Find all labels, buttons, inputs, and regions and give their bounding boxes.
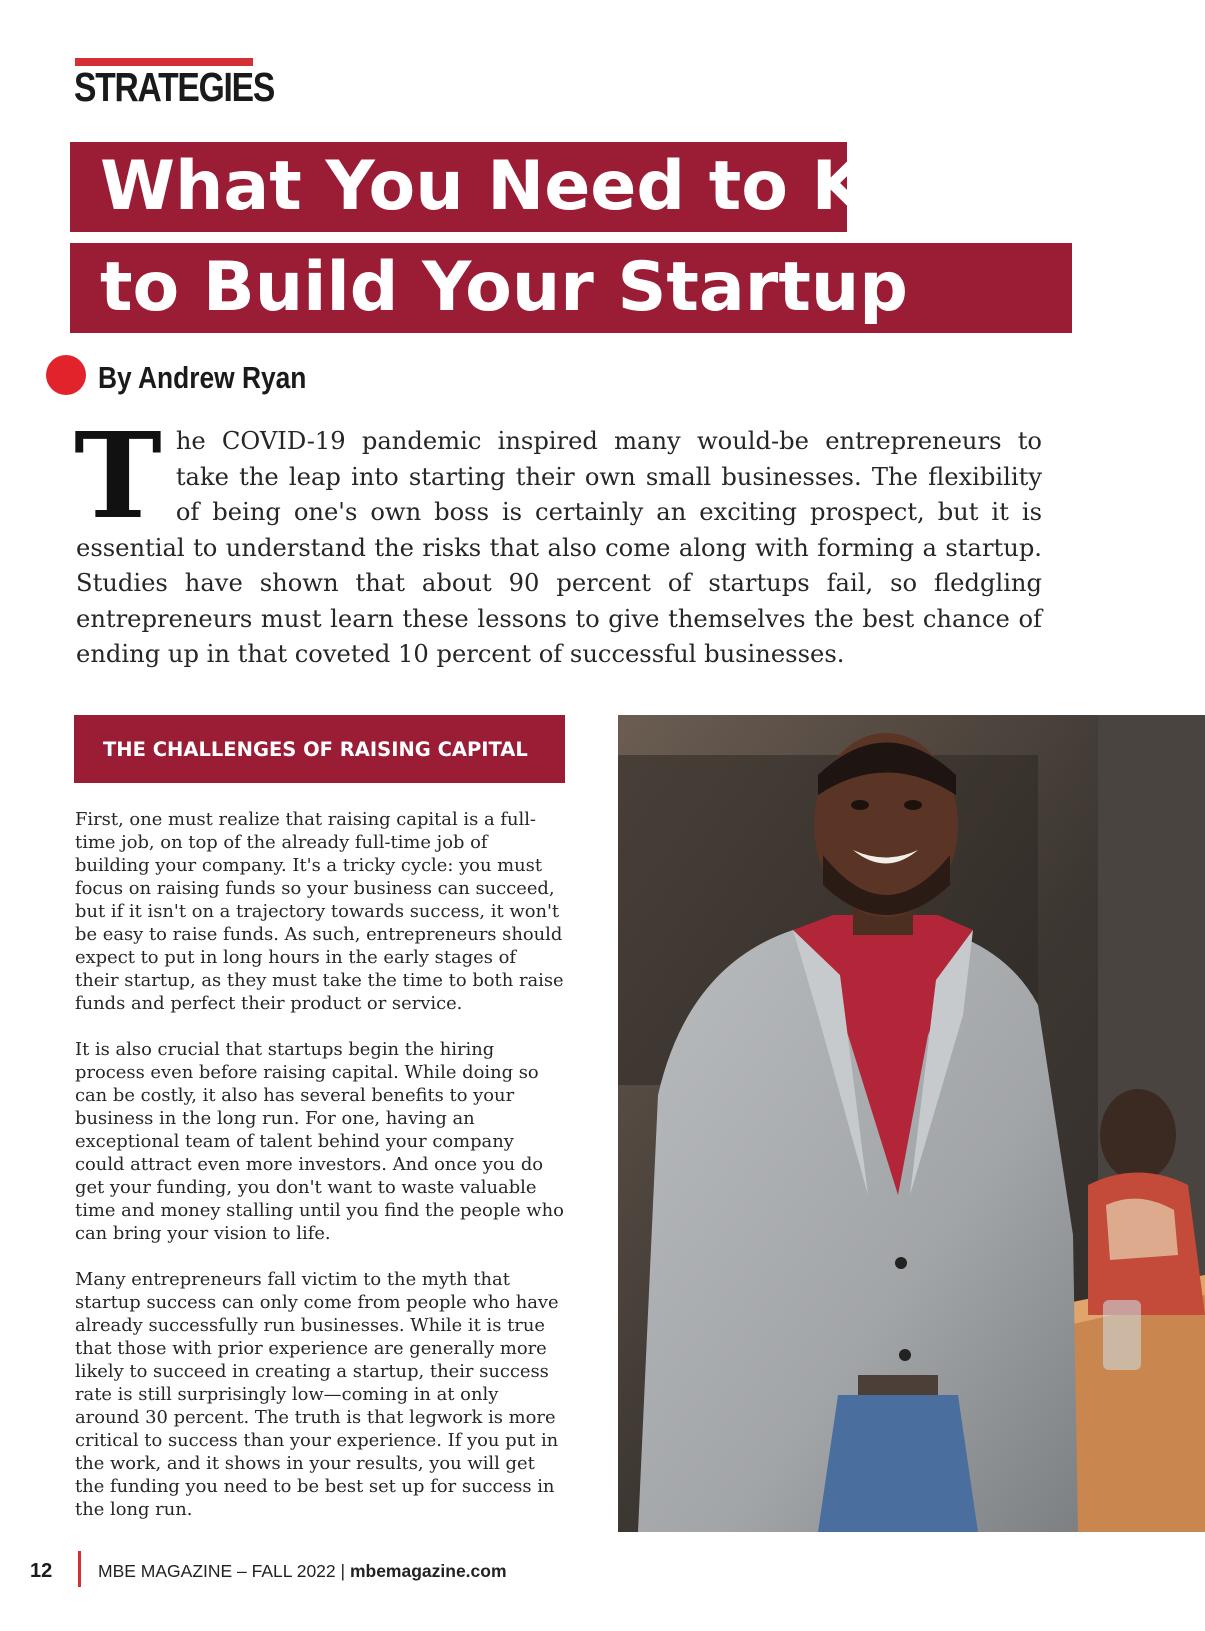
byline: By Andrew Ryan <box>98 360 307 395</box>
magazine-issue: MBE MAGAZINE – FALL 2022 <box>98 1561 336 1581</box>
section-label: STRATEGIES <box>74 64 275 110</box>
footer-separator: | <box>340 1561 346 1581</box>
footer-credit <box>98 1561 507 1582</box>
body-paragraph: It is also crucial that startups begin the hiring process even before raising capital. While doing so can be costly, it also has several benefits to your business in the long run. For one, having an exceptional team of talent behind your company could attract even more investors. And once you do get your funding, you don't want to waste valuable time and money stalling until you find the people who can bring your vision to life. <box>75 1039 564 1244</box>
portrait-illustration <box>618 715 1205 1532</box>
body-paragraph: First, one must realize that raising capital is a full-time job, on top of the already full-time job of building your company. It's a tricky cycle: you must focus on raising funds so your business can succeed, but if it isn't on a trajectory towards success, it won't be easy to raise funds. As such, entrepreneurs should expect to put in long hours in the early stages of their startup, as they must take the time to both raise funds and perfect their product or service. <box>75 809 564 1014</box>
website-link[interactable]: mbemagazine.com <box>349 1561 507 1581</box>
subheading: THE CHALLENGES OF RAISING CAPITAL <box>103 738 528 761</box>
intro-paragraph <box>74 406 1042 673</box>
body-column <box>75 808 565 1544</box>
portrait-photo <box>618 715 1205 1532</box>
headline-line-2: to Build Your Startup <box>70 243 1072 333</box>
byline-dot <box>46 355 86 395</box>
headline-line-1: What You Need to Know <box>70 142 847 232</box>
body-paragraph: Many entrepreneurs fall victim to the myth that startup success can only come from people who have already successfully run businesses. While it is true that those with prior experience are generally more likely to succeed in creating a startup, their success rate is still surprisingly low—coming in at only around 30 percent. The truth is that legwork is more critical to success than your experience. If you put in the work, and it shows in your results, you will get the funding you need to be best set up for success in the long run. <box>75 1269 559 1520</box>
page-number: 12 <box>30 1560 53 1582</box>
footer-divider <box>78 1551 81 1587</box>
intro-text: he COVID-19 pandemic inspired many would-be entrepreneurs to take the leap into starting their own small businesses. The flexibility of being one's own boss is certainly an exciting prospect, but it is essential to understand the risks that also come along with forming a startup. Studies have shown that about 90 percent of startups fail, so fledgling entrepreneurs must learn these lessons to give themselves the best chance of ending up in that coveted 10 percent of successful businesses. <box>76 427 1042 668</box>
drop-cap: T <box>74 406 162 545</box>
